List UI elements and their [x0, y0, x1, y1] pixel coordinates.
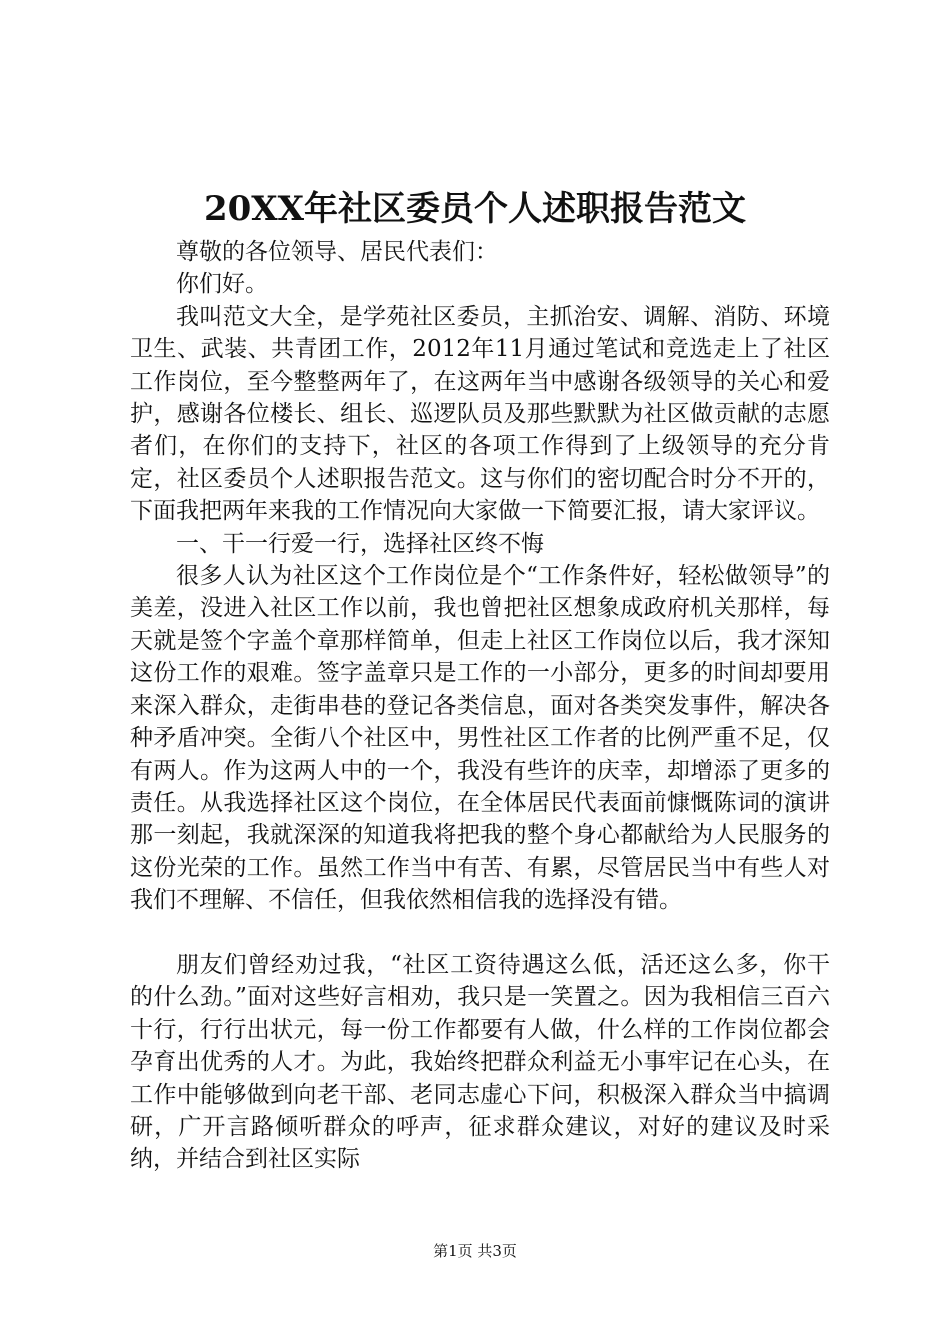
section-heading: 一、干一行爱一行，选择社区终不悔 [176, 530, 544, 557]
document-body [130, 236, 830, 1176]
body-paragraph: 很多人认为社区这个工作岗位是个“工作条件好，轻松做领导”的美差，没进入社区工作以前，我也曾把社区想象成政府机关那样，每天就是签个字盖个章那样简单，但走上社区工作岗位以后，我才深知这份工作的艰难。签字盖章只是工作的一小部分，更多的时间却要用来深入群众，走街串巷的登记各类信息，面对各类突发事件，解决各种矛盾冲突。全街八个社区中，男性社区工作者的比例严重不足，仅有两人。作为这两人中的一个，我没有些许的庆幸，却增添了更多的责任。从我选择社区这个岗位，在全体居民代表面前慷慨陈词的演讲那一刻起，我就深深的知道我将把我的整个身心都献给为人民服务的这份光荣的工作。虽然工作当中有苦、有累，尽管居民当中有些人对我们不理解、不信任，但我依然相信我的选择没有错。 [130, 563, 830, 914]
salutation: 尊敬的各位领导、居民代表们： [176, 239, 498, 265]
page-number-footer: 第1页 共3页 [433, 1242, 517, 1260]
document-title: 20XX年社区委员个人述职报告范文 [203, 189, 747, 229]
body-paragraph: 我叫范文大全，是学苑社区委员，主抓治安、调解、消防、环境卫生、武装、共青团工作，2012年11月通过笔试和竞选走上了社区工作岗位，至今整整两年了，在这两年当中感谢各级领导的关心和爱护，感谢各位楼长、组长、巡逻队员及那些默默为社区做贡献的志愿者们，在你们的支持下，社区的各项工作得到了上级领导的充分肯定，社区委员个人述职报告范文。这与你们的密切配合时分不开的，下面我把两年来我的工作情况向大家做一下简要汇报，请大家评议。 [130, 303, 830, 525]
body-paragraph: 朋友们曾经劝过我，“社区工资待遇这么低，活还这么多，你干的什么劲。”面对这些好言相劝，我只是一笑置之。因为我相信三百六十行，行行出状元，每一份工作都要有人做，什么样的工作岗位都会孕育出优秀的人才。为此，我始终把群众利益无小事牢记在心头，在工作中能够做到向老干部、老同志虚心下问，积极深入群众当中搞调研，广开言路倾听群众的呼声，征求群众建议，对好的建议及时采纳，并结合到社区实际 [130, 951, 830, 1173]
greeting: 你们好。 [176, 271, 268, 298]
